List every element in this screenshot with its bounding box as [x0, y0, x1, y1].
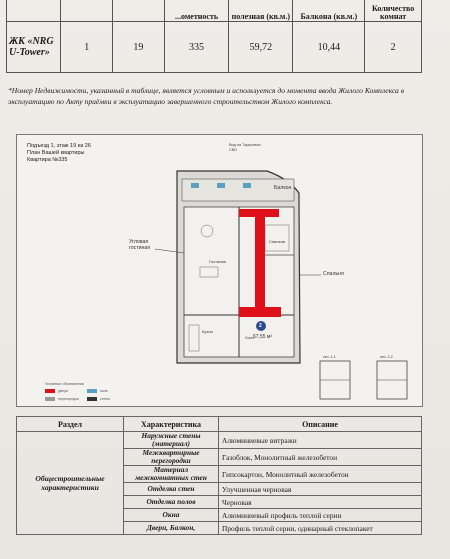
window-mark: [191, 183, 199, 188]
legend-swatch: [45, 389, 55, 393]
plan-title: План Вашей квартиры: [27, 150, 85, 156]
header-cell: Балкона (кв.м.): [293, 0, 365, 22]
apartment-number-cell: 335: [164, 22, 228, 73]
corner-living-label: Угловая гостиная: [129, 239, 151, 251]
legend-item: двери: [58, 389, 68, 393]
area-badge-number: 2: [259, 323, 262, 329]
red-mark-bottom: [239, 307, 281, 317]
section-2-label: сеч. 2-2: [380, 355, 393, 359]
useful-area-cell: 59,72: [229, 22, 293, 73]
entrance-cell: 1: [61, 22, 113, 73]
spec-description: Черновая: [219, 496, 422, 509]
spec-description: Газоблок, Монолитный железобетон: [219, 449, 422, 466]
bedroom-label: Спальня: [323, 271, 344, 277]
spec-characteristic: Двери, Балкон,: [124, 522, 219, 535]
total-area-label: 67,55 м²: [253, 334, 273, 340]
spec-description: Улучшенная черновая: [219, 483, 422, 496]
view-sub-label: CBD: [229, 147, 238, 152]
rooms-cell: 2: [365, 22, 422, 73]
living-inner-label: Гостиная: [209, 259, 226, 264]
bedroom-inner-label: Спальня: [269, 239, 286, 244]
footnote: *Номер Недвижимости, указанный в таблице, является условным и используется до момента ввода Жилого Комплекса в эксплуатацию по Акту приёмки в эксплуатацию завершенного строительством Жилого комплекса.: [8, 86, 405, 106]
spec-header-description: Описание: [219, 417, 422, 432]
section-1-label: сеч. 1-1: [323, 355, 336, 359]
balcony-label: Балкон: [274, 185, 292, 191]
legend-item: стены: [100, 397, 110, 401]
header-cell: [113, 0, 165, 22]
legend-title: Условные обозначения: [45, 382, 84, 386]
floor-plan-panel: [16, 134, 423, 407]
spec-description: Алюминиевые витражи: [219, 432, 422, 449]
specification-table: [16, 416, 422, 535]
spec-description: Гипсокартон, Монолитный железобетон: [219, 466, 422, 483]
spec-description: Профиль теплой серии, одинарный стеклопакет: [219, 522, 422, 535]
floor-cell: 19: [113, 22, 165, 73]
spec-characteristic: Отделка полов: [124, 496, 219, 509]
legend-item: окна: [100, 389, 108, 393]
legend-swatch: [87, 389, 97, 393]
header-cell: [7, 0, 61, 22]
spec-header-characteristic: Характеристика: [124, 417, 219, 432]
legend-swatch: [87, 397, 97, 401]
spec-characteristic: Межквартирные перегородки: [124, 449, 219, 466]
complex-name: ЖК «NRG U-Tower»: [7, 22, 61, 73]
legend-item: перегородки: [58, 397, 79, 401]
spec-description: Алюминиевый профиль теплой серии: [219, 509, 422, 522]
header-cell: [61, 0, 113, 22]
apartment-summary-table: [6, 0, 422, 73]
balcony-area-cell: 10,44: [293, 22, 365, 73]
header-cell: полезная (кв.м.): [229, 0, 293, 22]
header-cell: Количество комнат: [365, 0, 422, 22]
spec-section-label: Общестроительные характеристики: [17, 432, 124, 535]
window-mark: [243, 183, 251, 188]
view-label: Вид на Тарасевич: [229, 143, 261, 147]
spec-header-section: Раздел: [17, 417, 124, 432]
plan-apartment: Квартира №335: [27, 157, 68, 163]
spec-characteristic: Материал межкомнатных стен: [124, 466, 219, 483]
window-mark: [217, 183, 225, 188]
spec-characteristic: Наружные стены (материал): [124, 432, 219, 449]
plan-entrance-floor: Подъезд 1, этаж 19 из 26: [27, 143, 91, 149]
red-mark-vertical: [255, 209, 265, 315]
header-cell: ...ометность: [164, 0, 228, 22]
legend-swatch: [45, 397, 55, 401]
kitchen-label: Кухня: [202, 329, 213, 334]
hall-label: Холл: [245, 335, 255, 340]
spec-characteristic: Отделка стен: [124, 483, 219, 496]
floor-plan-drawing: [17, 135, 422, 406]
spec-characteristic: Окна: [124, 509, 219, 522]
